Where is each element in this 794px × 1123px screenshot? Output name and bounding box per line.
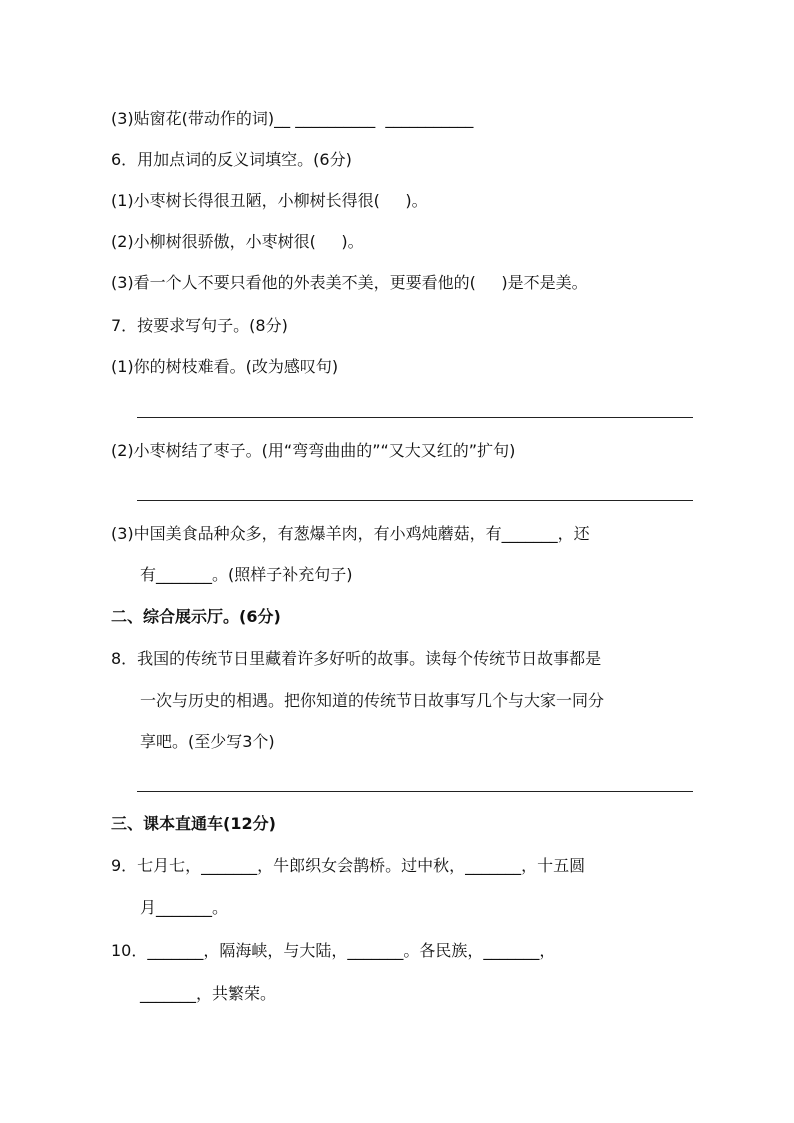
answer-line-7-1 [137, 417, 693, 418]
question-8-part-3: 享吧。(至少写3个) [140, 732, 275, 751]
question-6-item-2: (2)小柳树很骄傲，小枣树很( )。 [111, 232, 364, 251]
question-8-part-1: 8．我国的传统节日里藏着许多好听的故事。读每个传统节日故事都是 [111, 649, 602, 668]
question-6-heading: 6．用加点词的反义词填空。(6分) [111, 150, 352, 169]
answer-line-7-2 [137, 500, 693, 501]
question-7-item-3-part-2: 有_______。(照样子补充句子) [140, 565, 353, 584]
question-10-part-2: _______，共繁荣。 [140, 984, 277, 1003]
answer-line-8 [137, 791, 693, 792]
question-7-item-2: (2)小枣树结了枣子。(用“弯弯曲曲的”“又大又红的”扩句) [111, 441, 516, 460]
section-3-heading: 三、课本直通车(12分) [111, 814, 276, 833]
question-8-part-2: 一次与历史的相遇。把你知道的传统节日故事写几个与大家一同分 [140, 691, 605, 710]
question-5-item-3: (3)贴窗花(带动作的词)__ __________ ___________ [111, 109, 474, 128]
question-9-part-1: 9．七月七，_______，牛郎织女会鹊桥。过中秋，_______，十五圆 [111, 856, 586, 875]
question-6-item-1: (1)小枣树长得很丑陋，小柳树长得很( )。 [111, 191, 428, 210]
question-7-item-3-part-1: (3)中国美食品种众多，有葱爆羊肉，有小鸡炖蘑菇，有_______，还 [111, 524, 590, 543]
question-9-part-2: 月_______。 [140, 898, 229, 917]
section-2-heading: 二、综合展示厅。(6分) [111, 607, 281, 626]
question-10-part-1: 10．_______，隔海峡，与大陆，_______。各民族，_______， [111, 941, 556, 960]
question-7-item-1: (1)你的树枝难看。(改为感叹句) [111, 357, 339, 376]
question-7-heading: 7．按要求写句子。(8分) [111, 316, 288, 335]
question-6-item-3: (3)看一个人不要只看他的外表美不美，更要看他的( )是不是美。 [111, 273, 588, 292]
